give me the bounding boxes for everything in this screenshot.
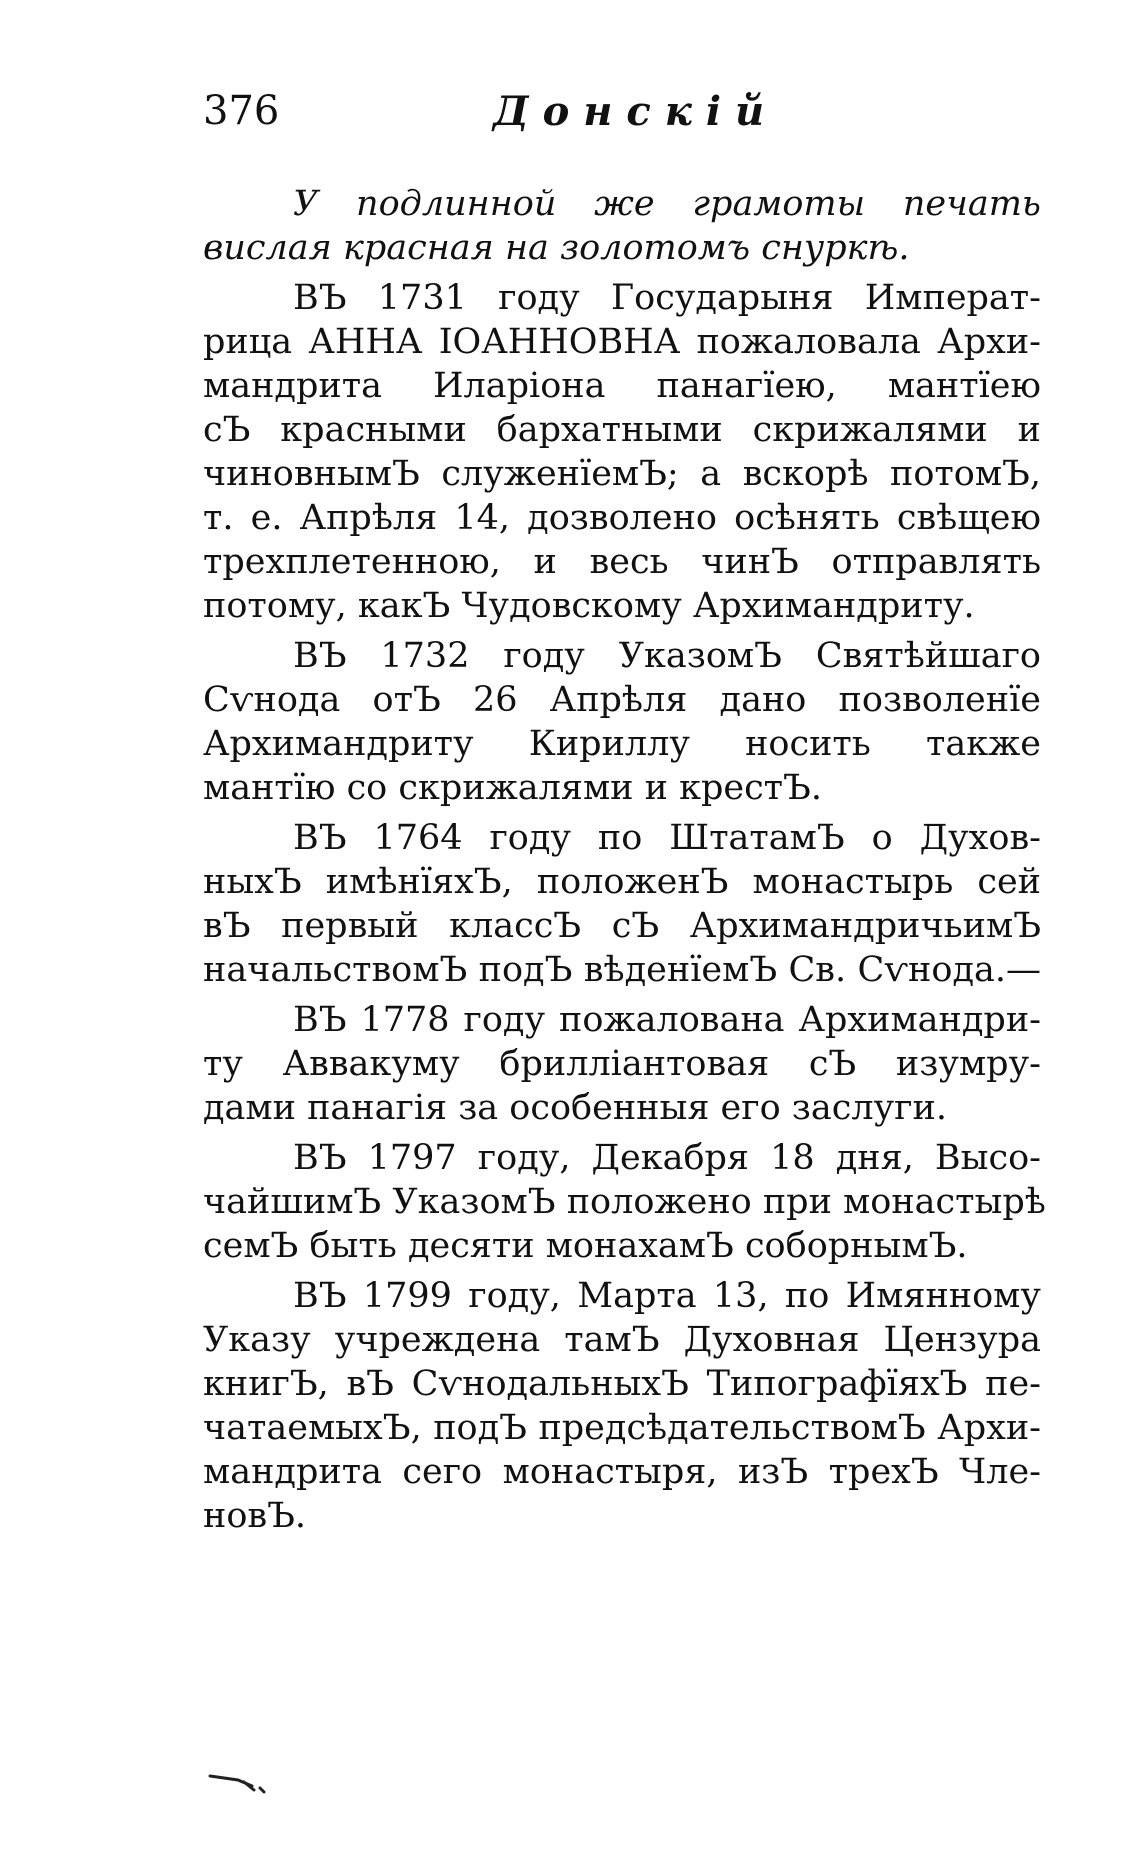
paragraph (203, 816, 1041, 992)
ink-mark-icon (208, 1770, 278, 1794)
text-line: ВЪ 1797 году, Декабря 18 дня, Высо- (293, 1138, 1041, 1178)
text-line: трехплетенною, и весь чинЪ отправлять (203, 542, 1041, 582)
text-line: потому, какЪ Чудовскому Архимандриту. (203, 586, 975, 626)
text-line: дами панагія за особенныя его заслуги. (203, 1088, 947, 1128)
text-line: книгЪ, вЪ СѵнодальныхЪ ТипографїяхЪ пе- (203, 1364, 1041, 1404)
text-line: Архимандриту Кириллу носить также (203, 724, 1041, 764)
paragraph (203, 1136, 1046, 1268)
text-line: ВЪ 1732 году УказомЪ Святѣйшаго (293, 636, 1041, 676)
text-line: Сѵнода отЪ 26 Апрѣля дано позволенїе (203, 680, 1041, 720)
text-line: мантїю со скрижалями и крестЪ. (203, 768, 822, 808)
paragraph (203, 182, 1041, 270)
paragraph (203, 1274, 1041, 1538)
text-line: чиновнымЪ служенїемЪ; а вскорѣ потомЪ, (203, 454, 1041, 494)
text-line: ВЪ 1764 году по ШтатамЪ о Духов- (293, 818, 1041, 858)
text-line: чатаемыхЪ, подЪ предсѣдательствомЪ Архи- (203, 1408, 1041, 1448)
page-number: 376 (203, 88, 280, 134)
text-line: ВЪ 1799 году, Марта 13, по Имянному (293, 1276, 1041, 1316)
page-header (203, 88, 1033, 148)
running-head: Донскій (493, 88, 779, 135)
text-line: чайшимЪ УказомЪ положено при монастырѣ (203, 1182, 1046, 1222)
text-line: ныхЪ имѣнїяхЪ, положенЪ монастырь сей (203, 862, 1041, 902)
text-line: семЪ быть десяти монахамЪ соборнымЪ. (203, 1226, 968, 1266)
text-line: вЪ первый классЪ сЪ АрхимандричьимЪ (203, 906, 1041, 946)
paragraph (203, 634, 1041, 810)
text-line: т. е. Апрѣля 14, дозволено осѣнять свѣщею (203, 498, 1041, 538)
text-line: Указу учреждена тамЪ Духовная Цензура (203, 1320, 1041, 1360)
text-line: ту Аввакуму брилліантовая сЪ изумру- (203, 1044, 1041, 1084)
text-line: ВЪ 1731 году Государыня Императ- (293, 278, 1041, 318)
text-line: мандрита Иларіона панагїею, мантїею (203, 366, 1041, 406)
text-line: начальствомЪ подЪ вѣденїемЪ Св. Сѵнода.— (203, 950, 1041, 990)
text-line: ВЪ 1778 году пожалована Архимандри- (293, 1000, 1041, 1040)
text-line: новЪ. (203, 1496, 307, 1536)
body-text (203, 182, 1046, 1538)
text-line: рица АННА ІОАННОВНА пожаловала Архи- (203, 322, 1041, 362)
paragraph (203, 276, 1041, 628)
text-line: вислая красная на золотомъ снуркѣ. (203, 228, 910, 268)
paragraph (203, 998, 1041, 1130)
text-line: сЪ красными бархатными скрижалями и (203, 410, 1041, 450)
text-line: мандрита сего монастыря, изЪ трехЪ Чле- (203, 1452, 1041, 1492)
text-line: У подлинной же грамоты печать (293, 184, 1041, 224)
